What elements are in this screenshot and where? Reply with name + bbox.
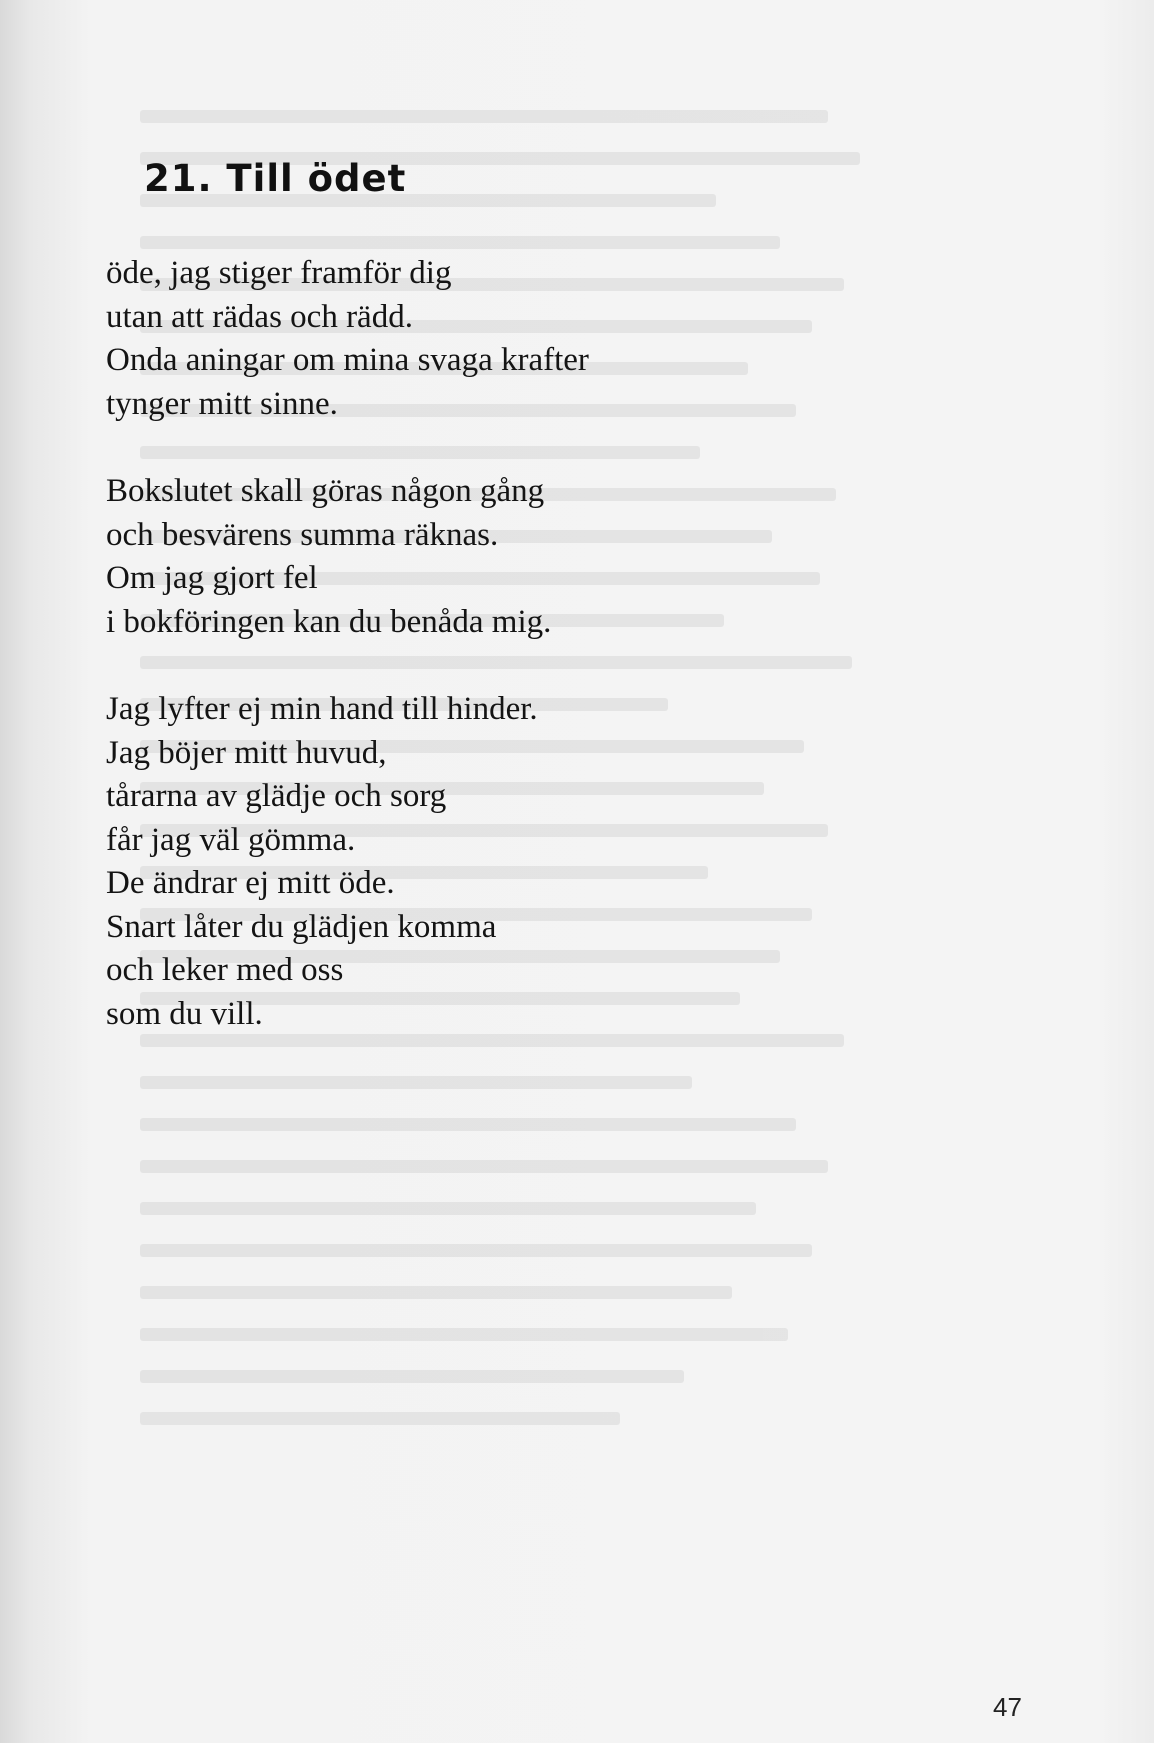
poem-line: som du vill. bbox=[106, 995, 263, 1032]
poem-body bbox=[106, 252, 826, 1080]
poem-line: Om jag gjort fel bbox=[106, 560, 318, 596]
poem-line: De ändrar ej mitt öde. bbox=[106, 865, 395, 901]
page-number: 47 bbox=[993, 1692, 1022, 1722]
poem-line: och besvärens summa räknas. bbox=[106, 516, 499, 553]
poem-line: i bokföringen kan du benåda mig. bbox=[106, 603, 552, 640]
poem-line: och leker med oss bbox=[106, 952, 344, 988]
page-title: 21. Till ödet bbox=[144, 157, 407, 200]
poem-line: Jag lyfter ej min hand till hinder. bbox=[106, 691, 538, 727]
stanza-3 bbox=[106, 688, 826, 1036]
poem-line: tårarna av glädje och sorg bbox=[106, 778, 447, 814]
poem-line: får jag väl gömma. bbox=[106, 821, 356, 858]
poem-line: Snart låter du glädjen komma bbox=[106, 908, 497, 945]
stanza-2 bbox=[106, 470, 826, 644]
poem-line: Jag böjer mitt huvud, bbox=[106, 734, 387, 771]
poem-line: tynger mitt sinne. bbox=[106, 385, 338, 422]
poem-line: Bokslutet skall göras någon gång bbox=[106, 473, 545, 509]
poem-line: utan att rädas och rädd. bbox=[106, 298, 413, 335]
stanza-1 bbox=[106, 252, 826, 426]
poem-line: öde, jag stiger framför dig bbox=[106, 255, 452, 291]
poem-line: Onda aningar om mina svaga krafter bbox=[106, 342, 589, 378]
